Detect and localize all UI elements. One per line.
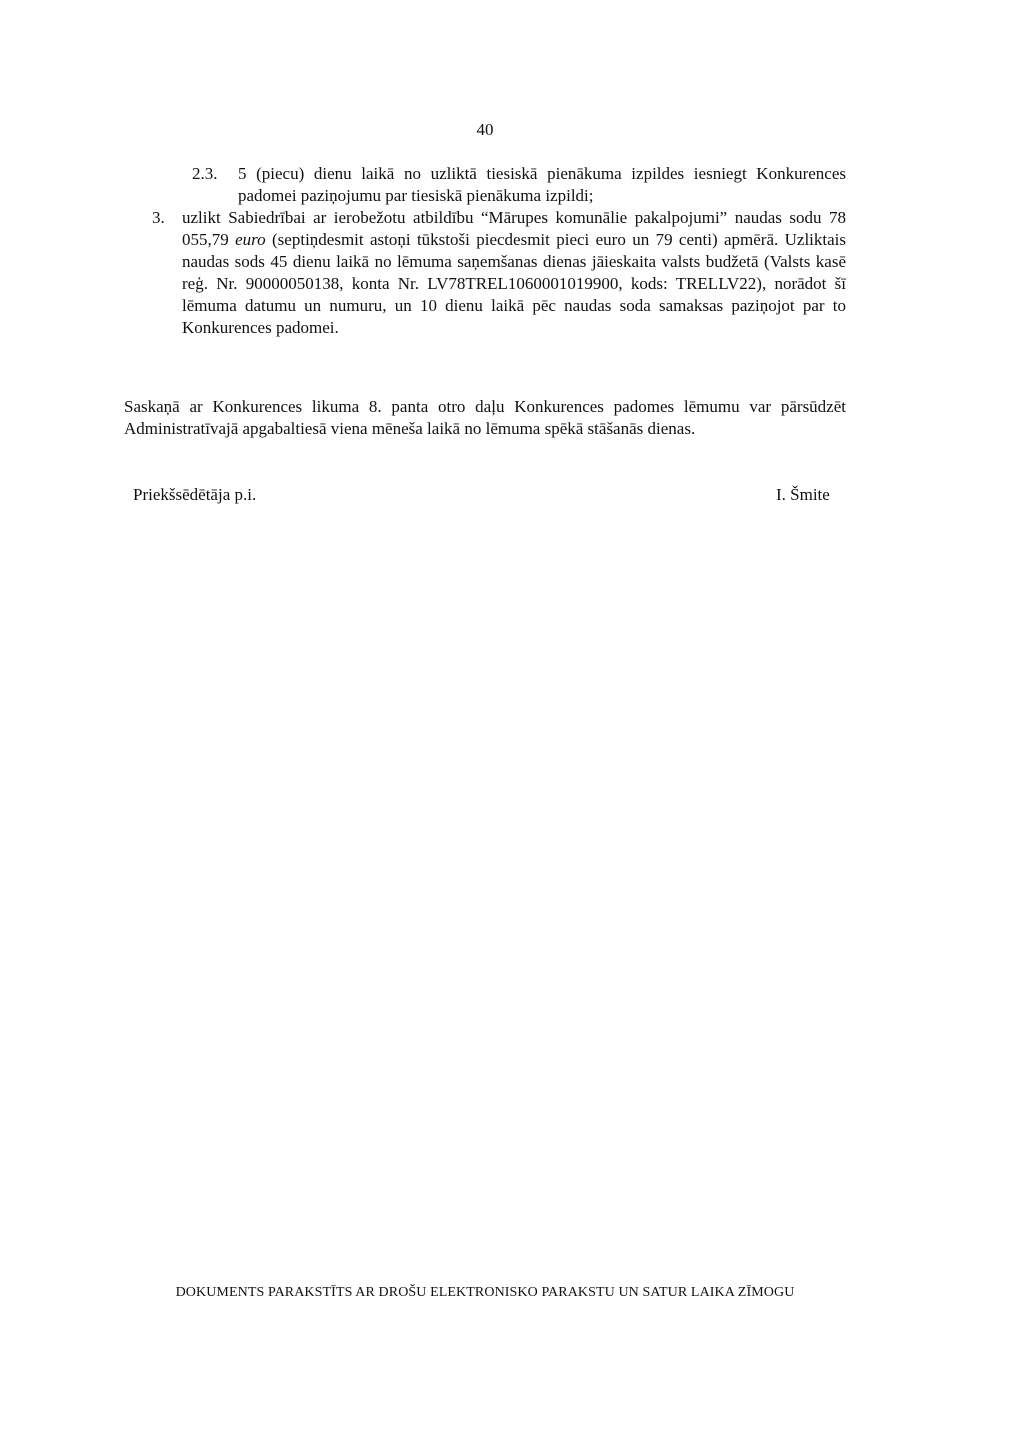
appeal-paragraph: Saskaņā ar Konkurences likuma 8. panta otro daļu Konkurences padomes lēmumu var pārsūdzēt Administratīvajā apgabaltiesā viena mēneša laikā no lēmuma spēkā stāšanās dienas. [124,397,846,438]
currency-italic: euro [235,230,266,249]
fine-text-end: (septiņdesmit astoņi tūkstoši piecdesmit pieci euro un 79 centi) apmērā. Uzliktais naudas sods 45 dienu laikā no lēmuma saņemšanas dienas jāieskaita valsts budžetā (Valsts kasē reģ. Nr. 90000050138, konta Nr. LV78TREL1060001019900, kods: TRELLV22), norādot šī lēmuma datumu un numuru, un 10 dienu laikā pēc naudas soda samaksas paziņojot par to Konkurences padomei. [182,230,847,337]
list-item-3 [152,207,846,339]
page-number: 40 [476,120,494,139]
list-item-text: 5 (piecu) dienu laikā no uzliktā tiesiskā pienākuma izpildes iesniegt Konkurences padomei paziņojumu par tiesiskā pienākuma izpildi; [238,164,846,205]
list-item-number: 2.3. [192,164,218,183]
signatory-role: Priekšsēdētāja p.i. [133,485,257,504]
list-item-number: 3. [152,208,165,227]
list-item-2-3 [192,163,846,207]
list-item-text [182,207,846,339]
fine-text-start: uzlikt Sabiedrībai ar ierobežotu atbildību “Mārupes komunālie pakalpojumi” naudas sodu 78 055,79 [182,208,846,249]
signatory-name: I. Šmite [776,485,830,504]
electronic-signature-notice: DOKUMENTS PARAKSTĪTS AR DROŠU ELEKTRONISKO PARAKSTU UN SATUR LAIKA ZĪMOGU [175,1285,795,1300]
